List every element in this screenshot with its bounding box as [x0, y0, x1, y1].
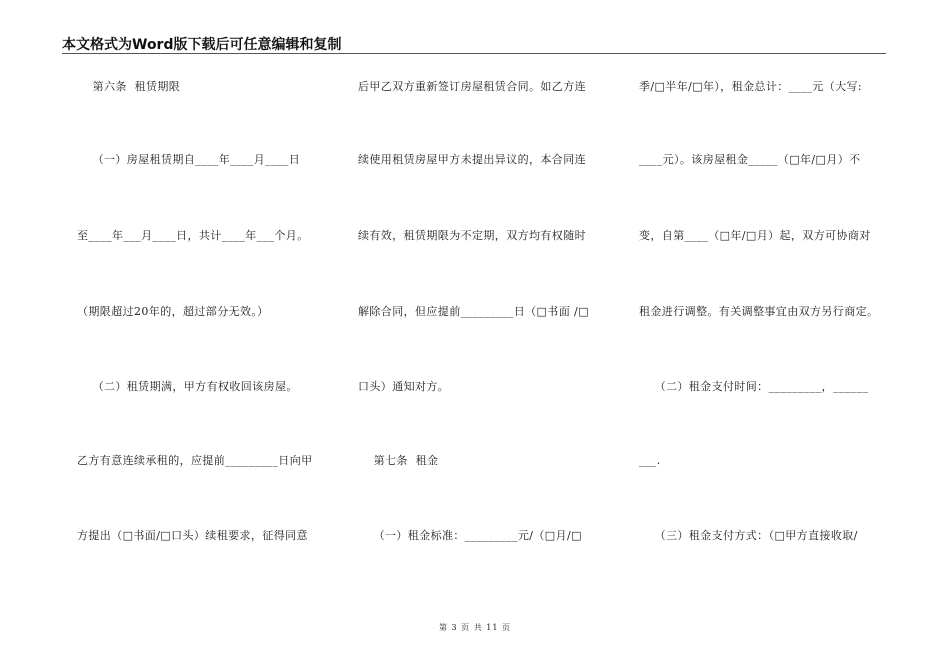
text-line: 第七条 租金: [358, 454, 439, 467]
text-line: 后甲乙双方重新签订房屋租赁合同。如乙方连: [358, 80, 586, 93]
text-line: 变，自第____（□年/□月）起，双方可协商对: [639, 229, 871, 242]
text-line: （一）租金标准：_________元/（□月/□: [358, 529, 582, 542]
text-column-1: [77, 0, 327, 600]
text-line: 乙方有意连续承租的，应提前_________日向甲: [77, 454, 313, 467]
text-line: ___.: [639, 454, 661, 467]
text-line: 续使用租赁房屋甲方未提出异议的，本合同连: [358, 153, 586, 166]
text-line: 续有效，租赁期限为不定期，双方均有权随时: [358, 229, 586, 242]
text-column-2: [358, 0, 608, 600]
page-header: 本文格式为Word版下载后可任意编辑和复制: [62, 37, 342, 53]
text-line: 口头）通知对方。: [358, 380, 450, 393]
text-line: （二）租金支付时间：_________，______: [639, 380, 869, 393]
text-line: ____元）。该房屋租金_____（□年/□月）不: [639, 153, 861, 166]
text-line: （一）房屋租赁期自____年____月____日: [77, 153, 301, 166]
text-line: 至____年___月____日，共计____年___个月。: [77, 229, 309, 242]
text-line: 解除合同，但应提前_________日（□书面 /□: [358, 305, 589, 318]
text-line: 季/□半年/□年），租金总计：____元（大写:: [639, 80, 863, 93]
text-column-3: [639, 0, 889, 600]
page-footer: 第 3 页 共 11 页: [439, 623, 511, 632]
text-line: （二）租赁期满，甲方有权收回该房屋。: [77, 380, 298, 393]
text-line: 方提出（□书面/□口头）续租要求，征得同意: [77, 529, 308, 542]
text-line: （期限超过20年的，超过部分无效。）: [77, 305, 269, 318]
text-line: 租金进行调整。有关调整事宜由双方另行商定。: [639, 305, 879, 318]
text-line: 第六条 租赁期限: [77, 80, 181, 93]
text-line: （三）租金支付方式：（□甲方直接收取/: [639, 529, 858, 542]
